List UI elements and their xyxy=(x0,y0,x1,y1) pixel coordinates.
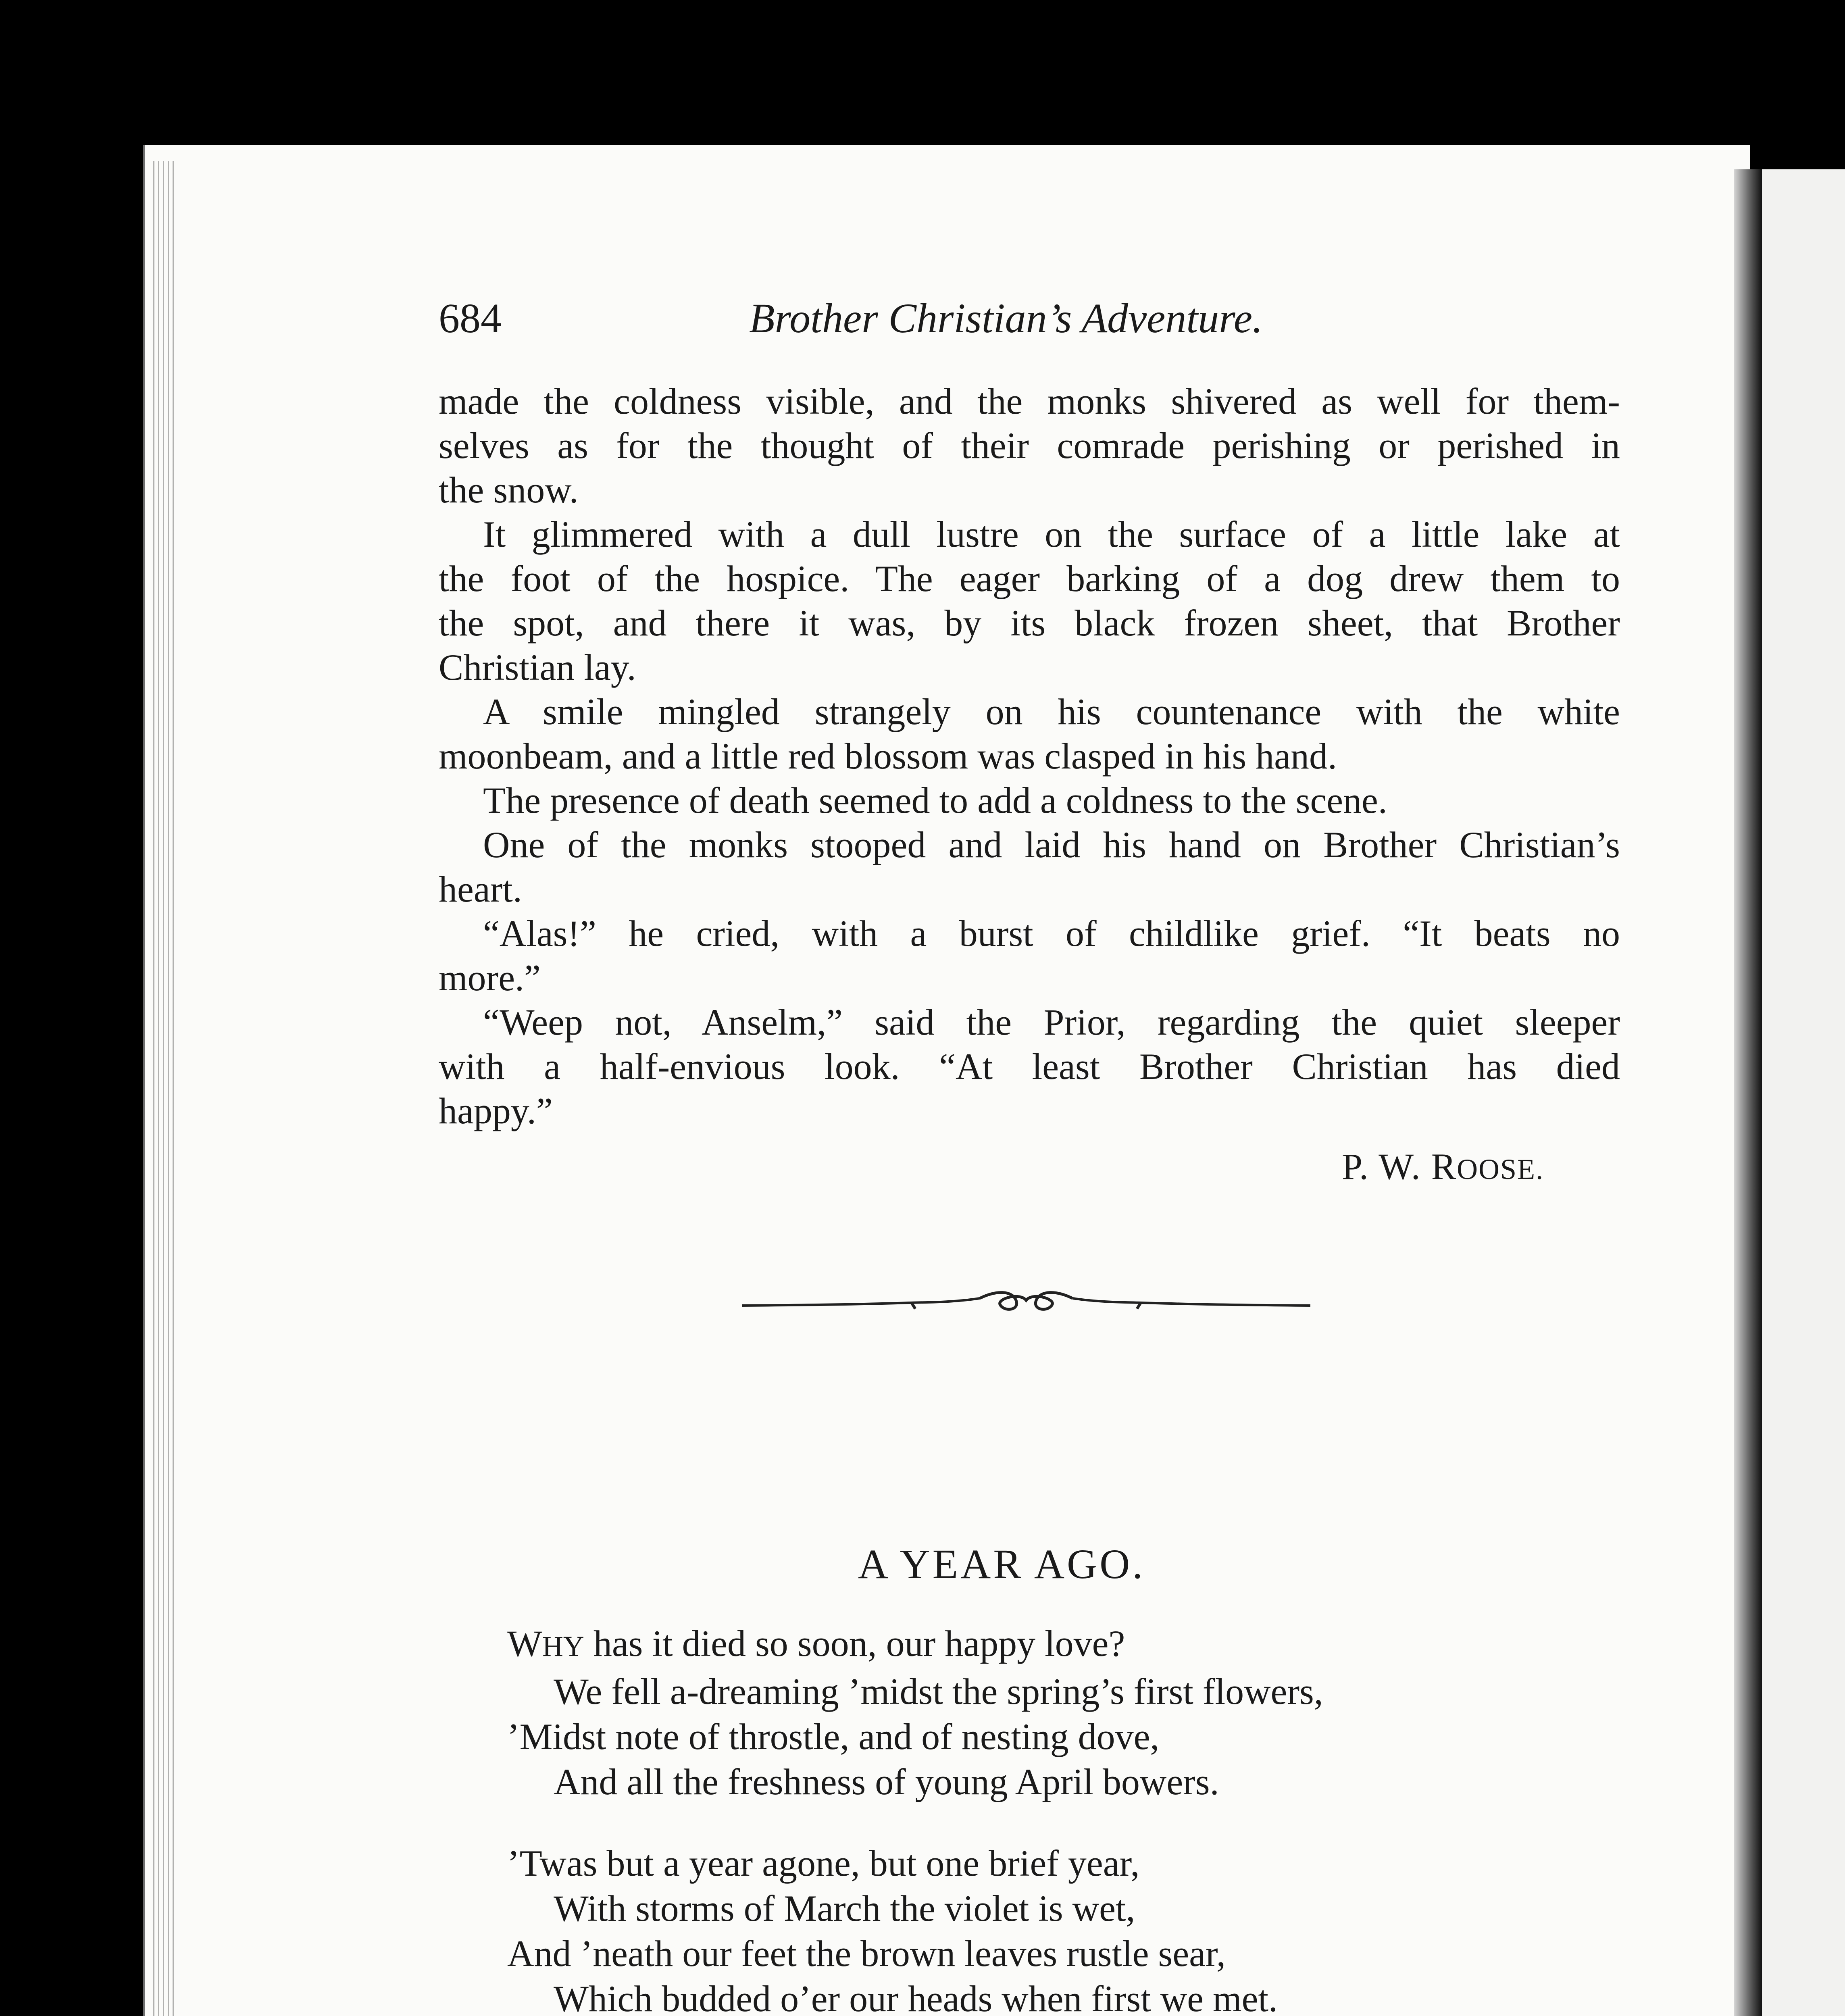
section-divider-ornament xyxy=(738,1282,1314,1318)
drop-initial: W xyxy=(507,1623,542,1664)
prose-line: with a half-envious look. “At least Brother Christian has died xyxy=(439,1046,1620,1087)
prose-line: One of the monks stooped and laid his hand on Brother Christian’s xyxy=(483,824,1620,865)
poem-line-text: has it died so soon, our happy love? xyxy=(593,1623,1125,1664)
story-conclusion xyxy=(439,379,1620,1133)
prose-line: the snow. xyxy=(439,469,579,510)
prose-line: Christian lay. xyxy=(439,647,636,688)
signature-smallcaps: OOSE. xyxy=(1457,1153,1544,1185)
running-title: Brother Christian’s Adventure. xyxy=(749,295,1263,342)
story-author-signature xyxy=(1342,1145,1544,1188)
poem-line: Which budded o’er our heads when first we met. xyxy=(554,1978,1278,2016)
poem-line: ’Midst note of throstle, and of nesting dove, xyxy=(507,1716,1160,1757)
poem-line: And ’neath our feet the brown leaves rustle sear, xyxy=(507,1933,1226,1974)
prose-line: the foot of the hospice. The eager barking of a dog drew them to xyxy=(439,558,1620,599)
page-edge-lines xyxy=(153,161,177,2016)
gutter-shadow xyxy=(1734,169,1762,2016)
poem-stanza-1 xyxy=(507,1621,1323,1804)
facing-page-edge xyxy=(1762,169,1845,2016)
poem-title: A YEAR AGO. xyxy=(858,1541,1145,1587)
poem-line: With storms of March the violet is wet, xyxy=(554,1888,1135,1929)
poem-line xyxy=(507,1621,1323,1669)
prose-line: “Weep not, Anselm,” said the Prior, regarding the quiet sleeper xyxy=(483,1002,1620,1043)
prose-line: selves as for the thought of their comrade perishing or perished in xyxy=(439,425,1620,466)
prose-line: more.” xyxy=(439,957,541,998)
signature-initials: P. W. R xyxy=(1342,1146,1457,1187)
page-number: 684 xyxy=(439,295,502,342)
first-word-smallcaps: HY xyxy=(542,1630,584,1662)
prose-line: The presence of death seemed to add a coldness to the scene. xyxy=(483,780,1387,821)
prose-line: moonbeam, and a little red blossom was clasped in his hand. xyxy=(439,735,1337,777)
poem-body xyxy=(507,1621,1323,2016)
prose-line: It glimmered with a dull lustre on the surface of a little lake at xyxy=(483,514,1620,555)
poem-stanza-2 xyxy=(507,1841,1323,2016)
prose-line: A smile mingled strangely on his countenance with the white xyxy=(483,691,1620,732)
poem-line: ’Twas but a year agone, but one brief year, xyxy=(507,1843,1140,1884)
poem-line: And all the freshness of young April bowers. xyxy=(554,1761,1219,1802)
prose-line: made the coldness visible, and the monks shivered as well for them- xyxy=(439,381,1620,422)
prose-line: happy.” xyxy=(439,1090,553,1131)
prose-line: the spot, and there it was, by its black frozen sheet, that Brother xyxy=(439,602,1620,644)
poem-line: We fell a-dreaming ’midst the spring’s first flowers, xyxy=(554,1671,1323,1712)
prose-line: heart. xyxy=(439,868,522,910)
prose-line: “Alas!” he cried, with a burst of childlike grief. “It beats no xyxy=(483,913,1620,954)
